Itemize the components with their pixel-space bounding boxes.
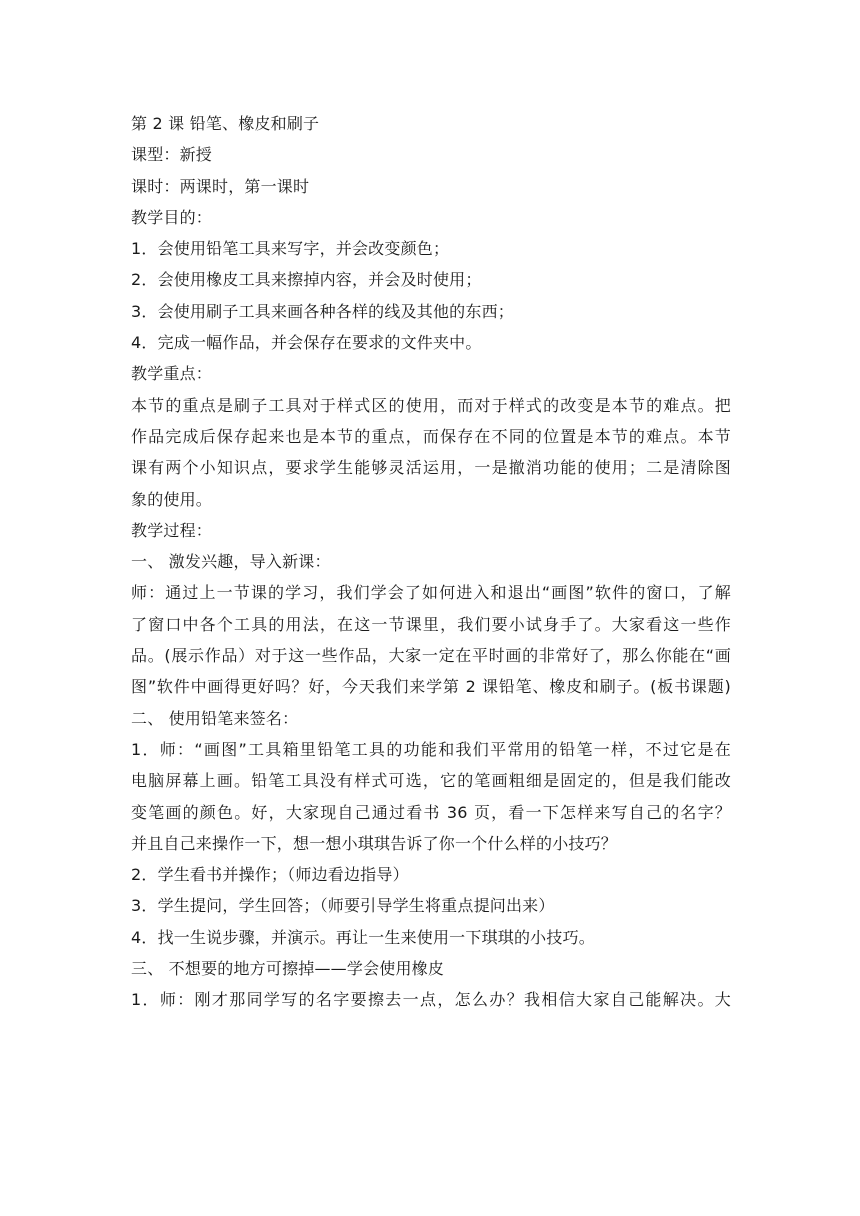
focus-paragraph-line: 作品完成后保存起来也是本节的重点，而保存在不同的位置是本节的难点。本节 (131, 426, 731, 446)
section2-paragraph-line: 变笔画的颜色。好，大家现自己通过看书 36 页，看一下怎样来写自己的名字？ (131, 802, 731, 822)
objective-item: 3．会使用刷子工具来画各种各样的线及其他的东西； (131, 301, 514, 321)
process-heading: 教学过程： (131, 520, 213, 540)
focus-paragraph-line: 本节的重点是刷子工具对于样式区的使用，而对于样式的改变是本节的难点。把 (131, 395, 731, 415)
objective-item: 1．会使用铅笔工具来写字，并会改变颜色； (131, 239, 450, 259)
lesson-type: 课型：新授 (131, 145, 213, 165)
section2-paragraph-line: 电脑屏幕上画。铅笔工具没有样式可选，它的笔画粗细是固定的，但是我们能改 (131, 771, 731, 791)
section1-paragraph-line: 了窗口中各个工具的用法，在这一节课里，我们要小试身手了。大家看这一些作 (131, 614, 731, 634)
objective-item: 2．会使用橡皮工具来擦掉内容，并会及时使用； (131, 270, 482, 290)
section1-paragraph-line: 图”软件中画得更好吗？好，今天我们来学第 2 课铅笔、橡皮和刷子。(板书课题) (131, 677, 731, 697)
objectives-heading: 教学目的： (131, 207, 213, 227)
section2-item: 4．找一生说步骤，并演示。再让一生来使用一下琪琪的小技巧。 (131, 927, 595, 947)
section2-item: 2．学生看书并操作；（师边看边指导） (131, 865, 409, 885)
section3-paragraph-line: 1．师：刚才那同学写的名字要擦去一点，怎么办？我相信大家自己能解决。大 (131, 990, 731, 1010)
section-heading: 二、 使用铅笔来签名： (131, 708, 299, 728)
focus-paragraph-line: 课有两个小知识点，要求学生能够灵活运用，一是撤消功能的使用；二是清除图 (131, 458, 731, 478)
section2-paragraph-line: 并且自己来操作一下，想一想小琪琪告诉了你一个什么样的小技巧？ (131, 833, 618, 853)
focus-heading: 教学重点： (131, 364, 213, 384)
section1-paragraph-line: 师：通过上一节课的学习，我们学会了如何进入和退出“画图”软件的窗口，了解 (131, 583, 731, 603)
section-heading: 三、 不想要的地方可擦掉——学会使用橡皮 (131, 959, 445, 979)
section-heading: 一、 激发兴趣，导入新课： (131, 552, 331, 572)
objective-item: 4．完成一幅作品，并会保存在要求的文件夹中。 (131, 333, 482, 353)
section2-paragraph-line: 1．师：“画图”工具箱里铅笔工具的功能和我们平常用的铅笔一样，不过它是在 (131, 739, 731, 759)
focus-paragraph-line: 象的使用。 (131, 489, 213, 509)
document-body (131, 108, 731, 1016)
lesson-time: 课时：两课时，第一课时 (131, 176, 310, 196)
section1-paragraph-line: 品。(展示作品）对于这一些作品，大家一定在平时画的非常好了，那么你能在“画 (131, 646, 731, 666)
lesson-title: 第 2 课 铅笔、橡皮和刷子 (131, 114, 320, 133)
section2-item: 3．学生提问，学生回答；（师要引导学生将重点提问出来） (131, 896, 555, 916)
